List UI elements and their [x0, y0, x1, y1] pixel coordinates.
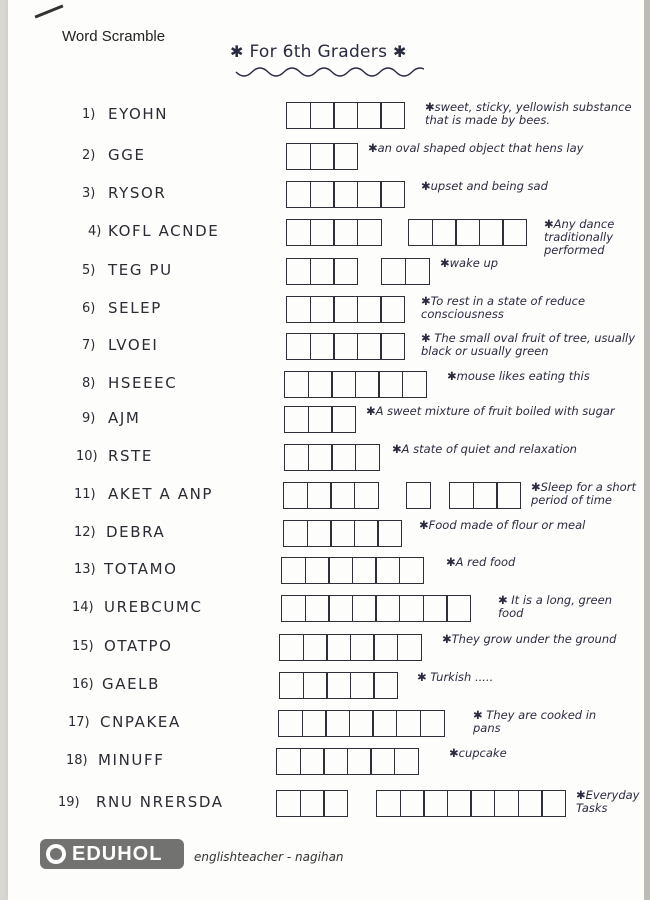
letter-box[interactable] [330, 482, 355, 509]
clue-text: ✱They grow under the ground [442, 632, 617, 646]
letter-box[interactable] [355, 371, 380, 398]
letter-box[interactable] [352, 557, 377, 584]
clue-text: ✱upset and being sad [421, 179, 548, 193]
item-number: 11) [74, 487, 96, 502]
item-number: 6) [82, 301, 96, 316]
clue-text: ✱Any dance traditionally performed [544, 217, 615, 257]
answer-box-group [408, 219, 527, 246]
clue-text: ✱ It is a long, green food [498, 593, 612, 620]
letter-box[interactable] [333, 143, 358, 170]
scramble-item [8, 331, 644, 365]
letter-box[interactable] [331, 371, 356, 398]
letter-box[interactable] [286, 219, 311, 246]
scrambled-word: SELEP [108, 299, 162, 317]
letter-box[interactable] [300, 790, 325, 817]
answer-box-group [276, 748, 419, 775]
page-edge [644, 0, 650, 900]
letter-box[interactable] [325, 710, 350, 737]
scramble-item [8, 100, 644, 134]
item-number: 1) [82, 107, 96, 122]
clue-text: ✱an oval shaped object that hens lay [368, 141, 584, 155]
decorative-squiggle [234, 66, 424, 80]
answer-box-group [283, 520, 402, 547]
item-number: 9) [82, 411, 96, 426]
letter-box[interactable] [432, 219, 457, 246]
item-number: 18) [66, 753, 88, 768]
scramble-item [8, 593, 644, 627]
scramble-item [8, 294, 644, 328]
clue-text: ✱A sweet mixture of fruit boiled with sugar [366, 404, 615, 418]
star-icon: ✱ [230, 42, 244, 61]
scrambled-word: CNPAKEA [100, 713, 181, 731]
answer-box-group [286, 333, 405, 360]
clue-text: ✱ They are cooked in pans [473, 708, 597, 735]
letter-box[interactable] [373, 634, 398, 661]
letter-box[interactable] [333, 258, 358, 285]
letter-box[interactable] [373, 672, 398, 699]
letter-box[interactable] [380, 102, 405, 129]
scramble-item [8, 141, 644, 175]
answer-box-group [284, 371, 427, 398]
letter-box[interactable] [310, 296, 335, 323]
logo-circle-icon [46, 844, 66, 864]
scrambled-word: RSTE [108, 447, 153, 465]
letter-box[interactable] [307, 520, 332, 547]
letter-box[interactable] [380, 181, 405, 208]
subtitle-text: For 6th Graders [249, 42, 388, 62]
answer-box-group [286, 102, 405, 129]
scrambled-word: MINUFF [98, 751, 165, 769]
answer-box-group [286, 296, 405, 323]
scramble-item [8, 708, 644, 742]
item-number: 8) [82, 376, 96, 391]
clue-text: ✱mouse likes eating this [447, 369, 590, 383]
answer-box-group [406, 482, 431, 509]
letter-box[interactable] [286, 258, 311, 285]
scramble-item [8, 555, 644, 589]
scramble-item [8, 670, 644, 704]
letter-box[interactable] [279, 634, 304, 661]
scrambled-word: TEG PU [108, 261, 173, 279]
letter-box[interactable] [333, 181, 358, 208]
clue-text: ✱ The small oval fruit of tree, usually black or usually green [421, 331, 636, 358]
letter-box[interactable] [473, 482, 498, 509]
eduhol-logo [40, 839, 184, 869]
item-number: 15) [72, 639, 94, 654]
page-title: Word Scramble [62, 28, 166, 45]
letter-box[interactable] [286, 181, 311, 208]
letter-box[interactable] [303, 672, 328, 699]
letter-box[interactable] [333, 333, 358, 360]
letter-box[interactable] [378, 371, 403, 398]
letter-box[interactable] [284, 406, 309, 433]
letter-box[interactable] [310, 219, 335, 246]
item-number: 3) [82, 186, 96, 201]
item-number: 13) [74, 562, 96, 577]
letter-box[interactable] [405, 258, 430, 285]
letter-box[interactable] [375, 595, 400, 622]
letter-box[interactable] [447, 790, 472, 817]
letter-box[interactable] [420, 710, 445, 737]
clue-text: ✱cupcake [449, 746, 507, 760]
scramble-item [8, 369, 644, 403]
scramble-item [8, 179, 644, 213]
page-subtitle [230, 42, 407, 62]
scramble-item [8, 518, 644, 552]
answer-box-group [278, 710, 445, 737]
scrambled-word: TOTAMO [104, 560, 178, 578]
scrambled-word: EYOHN [108, 105, 169, 123]
letter-box[interactable] [394, 748, 419, 775]
letter-box[interactable] [283, 520, 308, 547]
letter-box[interactable] [310, 102, 335, 129]
letter-box[interactable] [377, 520, 402, 547]
letter-box[interactable] [283, 482, 308, 509]
clue-text: ✱To rest in a state of reduce consciousness [421, 294, 586, 321]
answer-box-group [279, 672, 398, 699]
letter-box[interactable] [284, 444, 309, 471]
letter-box[interactable] [357, 181, 382, 208]
author-signature: englishteacher - nagihan [194, 850, 344, 864]
letter-box[interactable] [423, 790, 448, 817]
star-icon: ✱ [392, 42, 407, 61]
letter-box[interactable] [350, 634, 375, 661]
answer-box-group [286, 219, 382, 246]
letter-box[interactable] [352, 595, 377, 622]
letter-box[interactable] [331, 406, 356, 433]
letter-box[interactable] [541, 790, 566, 817]
letter-box[interactable] [286, 333, 311, 360]
answer-box-group [276, 790, 348, 817]
letter-box[interactable] [286, 102, 311, 129]
item-number: 19) [58, 795, 80, 810]
letter-box[interactable] [423, 595, 448, 622]
scrambled-word: DEBRA [106, 523, 166, 541]
scrambled-word: RYSOR [108, 184, 167, 202]
letter-box[interactable] [350, 672, 375, 699]
answer-box-group [286, 143, 358, 170]
letter-box[interactable] [331, 444, 356, 471]
letter-box[interactable] [357, 102, 382, 129]
letter-box[interactable] [310, 143, 335, 170]
letter-box[interactable] [381, 258, 406, 285]
letter-box[interactable] [449, 482, 474, 509]
letter-box[interactable] [357, 219, 382, 246]
answer-box-group [381, 258, 430, 285]
clue-text: ✱A red food [446, 555, 516, 569]
letter-box[interactable] [333, 219, 358, 246]
worksheet-page [8, 0, 644, 900]
letter-box[interactable] [397, 634, 422, 661]
letter-box[interactable] [328, 557, 353, 584]
scrambled-word: AKET A ANP [108, 485, 214, 503]
letter-box[interactable] [399, 557, 424, 584]
letter-box[interactable] [380, 333, 405, 360]
item-number: 14) [72, 600, 94, 615]
letter-box[interactable] [347, 748, 372, 775]
scramble-item [8, 404, 644, 438]
letter-box[interactable] [276, 748, 301, 775]
clue-text: ✱Everyday Tasks [576, 788, 640, 815]
letter-box[interactable] [328, 595, 353, 622]
letter-box[interactable] [326, 634, 351, 661]
letter-box[interactable] [310, 258, 335, 285]
letter-box[interactable] [286, 296, 311, 323]
scrambled-word: OTATPO [104, 637, 173, 655]
letter-box[interactable] [357, 333, 382, 360]
logo-text: EDUHOL [72, 842, 163, 865]
scrambled-word: LVOEI [108, 336, 159, 354]
item-number: 7) [82, 338, 96, 353]
item-number: 2) [82, 148, 96, 163]
letter-box[interactable] [308, 444, 333, 471]
letter-box[interactable] [399, 595, 424, 622]
letter-box[interactable] [333, 296, 358, 323]
letter-box[interactable] [376, 790, 401, 817]
letter-box[interactable] [300, 748, 325, 775]
scrambled-word: HSEEEC [108, 374, 178, 392]
letter-box[interactable] [303, 634, 328, 661]
clue-text: ✱Food made of flour or meal [419, 518, 586, 532]
letter-box[interactable] [305, 595, 330, 622]
letter-box[interactable] [354, 520, 379, 547]
item-number: 10) [76, 449, 98, 464]
clue-text: ✱ Turkish ..... [417, 670, 494, 684]
letter-box[interactable] [349, 710, 374, 737]
letter-box[interactable] [326, 672, 351, 699]
scrambled-word: RNU NRERSDA [96, 793, 224, 811]
answer-box-group [449, 482, 521, 509]
letter-box[interactable] [281, 595, 306, 622]
letter-box[interactable] [380, 296, 405, 323]
letter-box[interactable] [470, 790, 495, 817]
answer-box-group [281, 557, 424, 584]
letter-box[interactable] [323, 790, 348, 817]
scramble-item [8, 632, 644, 666]
item-number: 5) [82, 263, 96, 278]
letter-box[interactable] [323, 748, 348, 775]
letter-box[interactable] [496, 482, 521, 509]
answer-box-group [286, 181, 405, 208]
scramble-item [8, 746, 644, 780]
letter-box[interactable] [308, 371, 333, 398]
letter-box[interactable] [357, 296, 382, 323]
clue-text: ✱wake up [440, 256, 499, 270]
scrambled-word: KOFL ACNDE [108, 222, 220, 240]
clue-text: ✱sweet, sticky, yellowish substance that is made by bees. [425, 100, 632, 127]
pen-mark [35, 4, 64, 18]
answer-box-group [284, 444, 380, 471]
item-number: 12) [74, 525, 96, 540]
clue-text: ✱Sleep for a short period of time [531, 480, 636, 507]
letter-box[interactable] [310, 333, 335, 360]
letter-box[interactable] [354, 482, 379, 509]
item-number: 16) [72, 677, 94, 692]
letter-box[interactable] [278, 710, 303, 737]
scrambled-word: AJM [108, 409, 141, 427]
letter-box[interactable] [494, 790, 519, 817]
letter-box[interactable] [406, 482, 431, 509]
letter-box[interactable] [446, 595, 471, 622]
answer-box-group [376, 790, 566, 817]
letter-box[interactable] [302, 710, 327, 737]
answer-box-group [279, 634, 422, 661]
scramble-item [8, 788, 644, 822]
letter-box[interactable] [370, 748, 395, 775]
letter-box[interactable] [355, 444, 380, 471]
letter-box[interactable] [455, 219, 480, 246]
letter-box[interactable] [502, 219, 527, 246]
letter-box[interactable] [284, 371, 309, 398]
clue-text: ✱A state of quiet and relaxation [392, 442, 577, 456]
answer-box-group [283, 482, 379, 509]
letter-box[interactable] [308, 406, 333, 433]
item-number: 17) [68, 715, 90, 730]
letter-box[interactable] [372, 710, 397, 737]
scrambled-word: GGE [108, 146, 146, 164]
letter-box[interactable] [330, 520, 355, 547]
letter-box[interactable] [307, 482, 332, 509]
answer-box-group [281, 595, 471, 622]
scrambled-word: UREBCUMC [104, 598, 203, 616]
letter-box[interactable] [279, 672, 304, 699]
letter-box[interactable] [408, 219, 433, 246]
letter-box[interactable] [305, 557, 330, 584]
scramble-item [8, 256, 644, 290]
letter-box[interactable] [310, 181, 335, 208]
scrambled-word: GAELB [102, 675, 161, 693]
answer-box-group [286, 258, 358, 285]
letter-box[interactable] [375, 557, 400, 584]
letter-box[interactable] [396, 710, 421, 737]
scramble-item [8, 217, 644, 257]
letter-box[interactable] [402, 371, 427, 398]
letter-box[interactable] [286, 143, 311, 170]
letter-box[interactable] [333, 102, 358, 129]
letter-box[interactable] [479, 219, 504, 246]
item-number: 4) [88, 224, 102, 239]
letter-box[interactable] [281, 557, 306, 584]
letter-box[interactable] [276, 790, 301, 817]
letter-box[interactable] [400, 790, 425, 817]
answer-box-group [284, 406, 356, 433]
scramble-item [8, 442, 644, 476]
scramble-item [8, 480, 644, 514]
letter-box[interactable] [518, 790, 543, 817]
